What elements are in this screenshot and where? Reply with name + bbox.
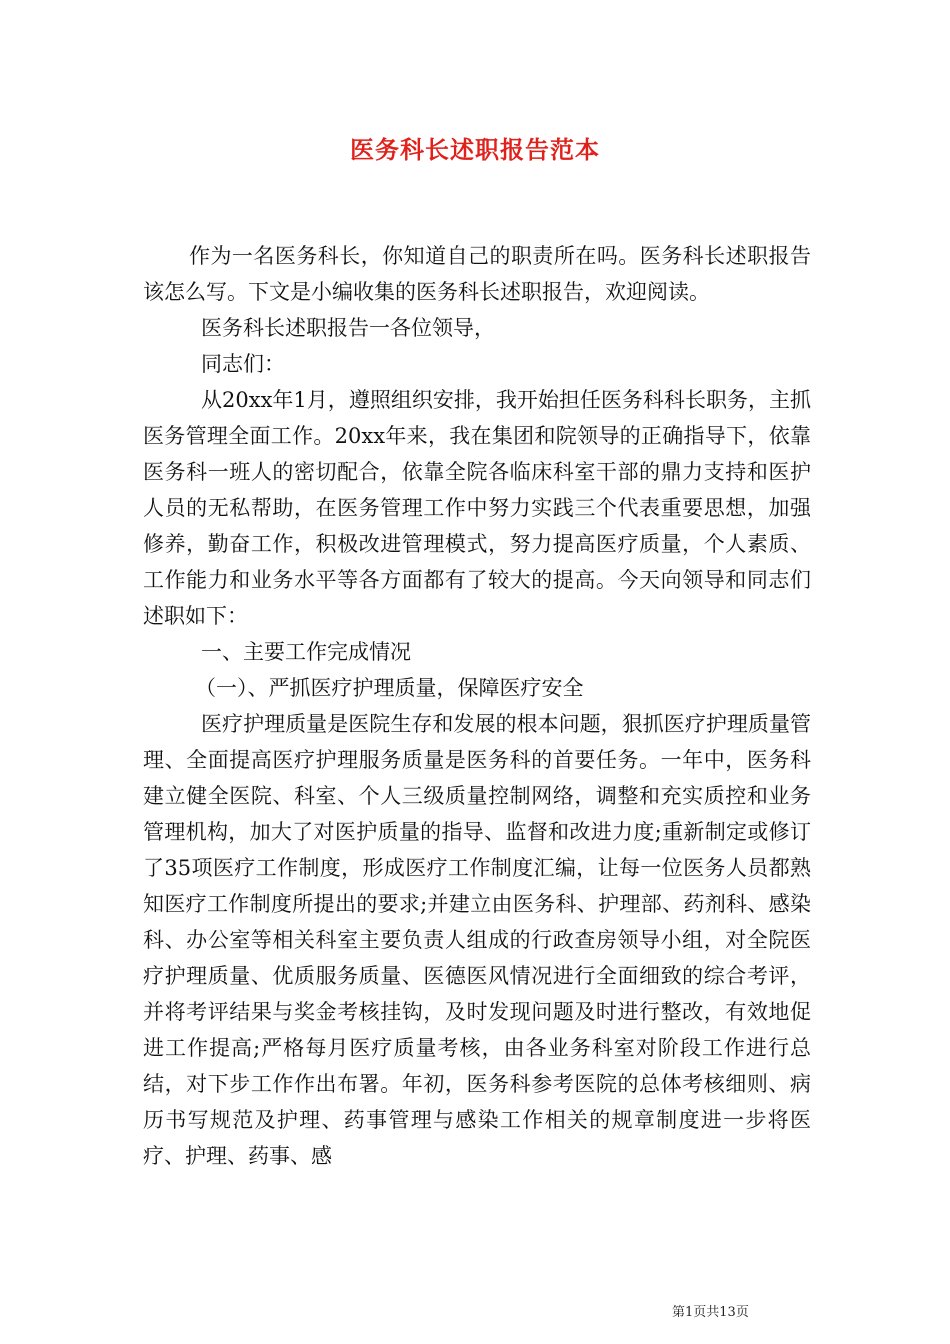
intro-paragraph: 作为一名医务科长，你知道自己的职责所在吗。医务科长述职报告该怎么写。下文是小编收集的医务科长述职报告，欢迎阅读。 [143, 244, 811, 304]
salutation-line: 医务科长述职报告一各位领导， [201, 316, 495, 340]
section-heading: 一、主要工作完成情况 [201, 640, 411, 664]
document-title: 医务科长述职报告范本 [350, 135, 600, 164]
subsection-heading: （一）、严抓医疗护理质量，保障医疗安全 [195, 676, 584, 700]
quality-paragraph: 医疗护理质量是医院生存和发展的根本问题，狠抓医疗护理质量管理、全面提高医疗护理服务质量是医务科的首要任务。一年中，医务科建立健全医院、科室、个人三级质量控制网络，调整和充实质控和业务管理机构，加大了对医护质量的指导、监督和改进力度;重新制定或修订了35项医疗工作制度，形成医疗工作制度汇编，让每一位医务人员都熟知医疗工作制度所提出的要求;并建立由医务科、护理部、药剂科、感染科、办公室等相关科室主要负责人组成的行政查房领导小组，对全院医疗护理质量、优质服务质量、医德医风情况进行全面细致的综合考评，并将考评结果与奖金考核挂钩，及时发现问题及时进行整改，有效地促进工作提高;严格每月医疗质量考核，由各业务科室对阶段工作进行总结，对下步工作作出布署。年初，医务科参考医院的总体考核细则、病历书写规范及护理、药事管理与感染工作相关的规章制度进一步将医疗、护理、药事、感 [143, 712, 811, 1168]
opening-paragraph: 从20xx年1月，遵照组织安排，我开始担任医务科科长职务，主抓医务管理全面工作。20xx年来，我在集团和院领导的正确指导下，依靠医务科一班人的密切配合，依靠全院各临床科室干部的鼎力支持和医护人员的无私帮助，在医务管理工作中努力实践三个代表重要思想，加强修养，勤奋工作，积极改进管理模式，努力提高医疗质量，个人素质、工作能力和业务水平等各方面都有了较大的提高。今天向领导和同志们述职如下： [143, 388, 811, 628]
salutation-line-2: 同志们： [201, 352, 285, 376]
page-number-footer: 第1页共13页 [672, 1305, 749, 1320]
document-body [143, 238, 811, 1174]
